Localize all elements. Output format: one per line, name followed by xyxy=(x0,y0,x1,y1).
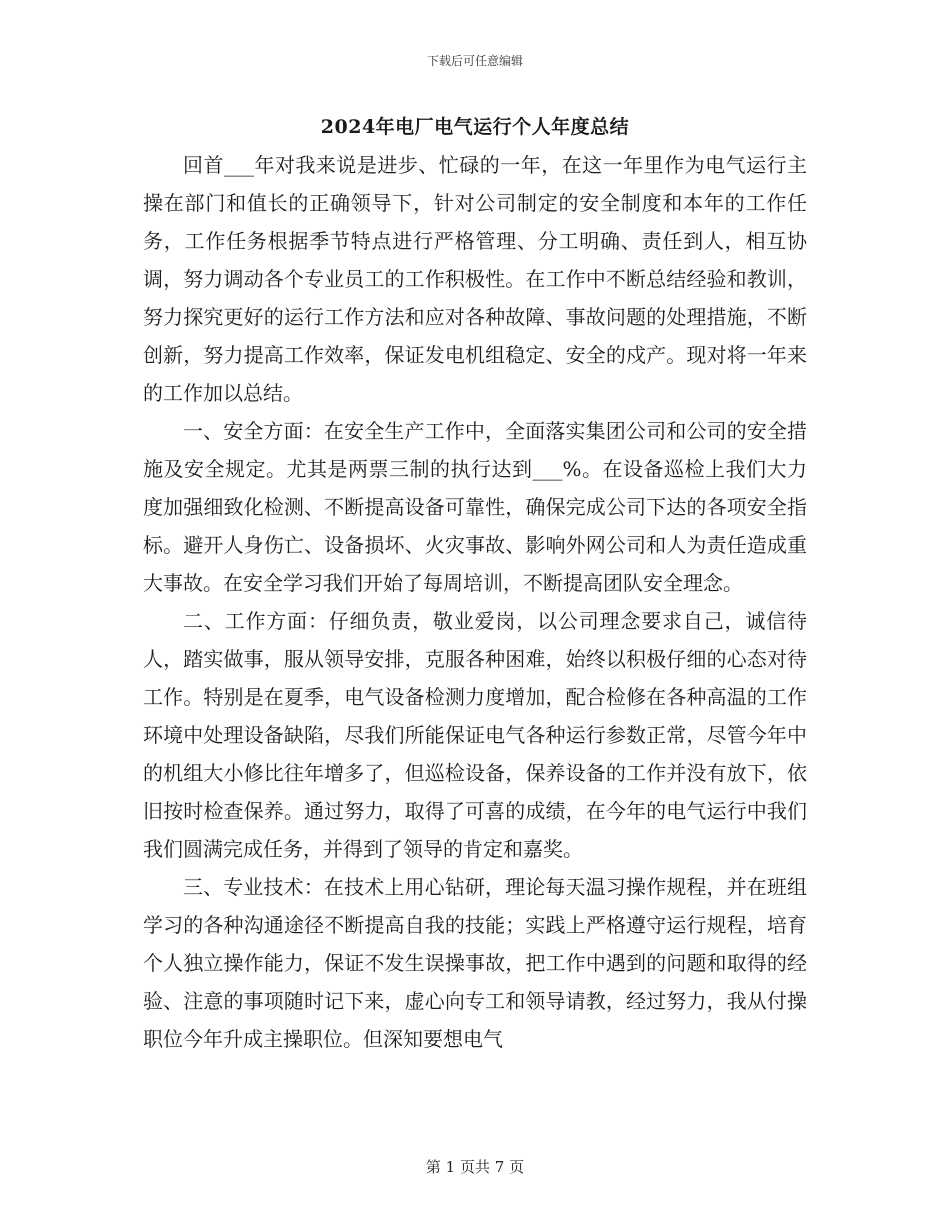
paragraph-intro: 回首___年对我来说是进步、忙碌的一年，在这一年里作为电气运行主操在部门和值长的正确领导下，针对公司制定的安全制度和本年的工作任务，工作任务根据季节特点进行严格管理、分工明确、责任到人，相互协调，努力调动各个专业员工的工作积极性。在工作中不断总结经验和教训，努力探究更好的运行工作方法和应对各种故障、事故问题的处理措施，不断创新，努力提高工作效率，保证发电机组稳定、安全的戍产。现对将一年来的工作加以总结。 xyxy=(143,153,807,405)
page-number: 第 1 页共 7 页 xyxy=(425,1158,525,1176)
header-note: 下载后可任意编辑 xyxy=(426,54,523,68)
paragraph-safety: 一、安全方面：在安全生产工作中，全面落实集团公司和公司的安全措施及安全规定。尤其是两票三制的执行达到___%。在设备巡检上我们大力度加强细致化检测、不断提高设备可靠性，确保完成公司下达的各项安全指标。避开人身伤亡、设备损坏、火灾事故、影响外网公司和人为责任造成重大事故。在安全学习我们开始了每周培训，不断提高团队安全理念。 xyxy=(143,419,807,595)
paragraph-technical: 三、专业技术：在技术上用心钻研，理论每天温习操作规程，并在班组学习的各种沟通途径不断提高自我的技能；实践上严格遵守运行规程，培育个人独立操作能力，保证不发生误操事故，把工作中遇到的问题和取得的经验、注意的事项随时记下来，虚心向专工和领导请教，经过努力，我从付操职位今年升成主操职位。但深知要想电气 xyxy=(143,875,807,1051)
paragraph-work: 二、工作方面：仔细负责，敬业爱岗，以公司理念要求自己，诚信待人，踏实做事，服从领导安排，克服各种困难，始终以积极仔细的心态对待工作。特别是在夏季，电气设备检测力度增加，配合检修在各种高温的工作环境中处理设备缺陷，尽我们所能保证电气各种运行参数正常，尽管今年中的机组大小修比往年增多了，但巡检设备，保养设备的工作并没有放下，依旧按时检查保养。通过努力，取得了可喜的成绩，在今年的电气运行中我们我们圆满完成任务，并得到了领导的肯定和嘉奖。 xyxy=(143,609,807,861)
document-body xyxy=(143,146,807,1058)
document-title: 2024年电厂电气运行个人年度总结 xyxy=(320,116,630,138)
